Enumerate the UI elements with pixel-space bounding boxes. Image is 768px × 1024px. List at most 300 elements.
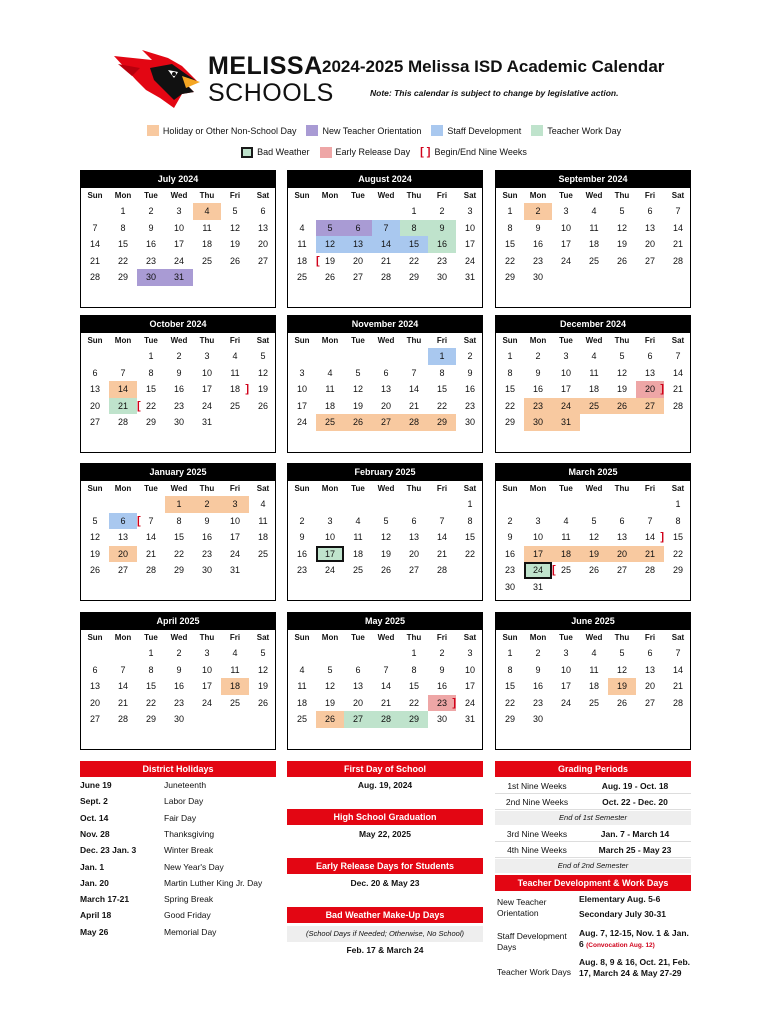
staff-dev-label: Staff Development Days [497, 931, 567, 952]
weekday-label: Thu [199, 336, 215, 345]
legend-row-2 [0, 146, 768, 158]
month-title: November 2024 [288, 316, 482, 333]
empty-day [288, 348, 316, 365]
weekday-label: Mon [529, 484, 547, 493]
weekday-label: Mon [114, 484, 132, 493]
calendar-day: 4 [193, 203, 221, 220]
calendar-day: 4 [299, 222, 305, 233]
holiday-date: Oct. 14 [80, 812, 109, 823]
days-grid [288, 203, 482, 286]
empty-day [316, 348, 344, 365]
calendar-day: 21 [436, 548, 447, 559]
calendar-day: 28 [644, 565, 655, 575]
calendar-day: 18 [221, 678, 249, 695]
calendar-day: 11 [589, 664, 599, 675]
calendar-day: 4 [355, 515, 361, 526]
calendar-day: [ 19 [316, 253, 344, 270]
calendar-day: 14 [117, 681, 128, 691]
calendar-day: 8 [148, 367, 154, 378]
calendar-day: 5 [619, 351, 625, 361]
calendar-day: 21 [672, 239, 683, 249]
weekday-label: Sat [671, 484, 685, 493]
period-value: March 25 - May 23 [598, 845, 672, 855]
weekday-label: Tue [559, 484, 573, 493]
empty-day [81, 348, 109, 365]
calendar-day: 7 [120, 664, 126, 675]
legend-staff [431, 125, 521, 136]
weekday-label: Sat [463, 191, 477, 200]
weekday-label: Wed [585, 633, 603, 642]
empty-day [109, 348, 137, 365]
period-value: Jan. 7 - March 14 [600, 829, 670, 839]
calendar-day: 28 [145, 565, 156, 575]
calendar-day: 19 [324, 697, 335, 708]
calendar-day: 7 [675, 351, 681, 361]
calendar-day: 19 [89, 548, 100, 559]
calendar-day: 19 [580, 546, 608, 563]
weekday-label: Wed [377, 633, 395, 642]
calendar-day: 1 [165, 496, 193, 513]
calendar-day: 20 [352, 697, 363, 708]
convocation-note: (Convocation Aug. 12) [586, 942, 655, 949]
calendar-day: 13 [644, 664, 655, 675]
calendar-day: 14 [145, 532, 156, 542]
calendar-day: 26 [380, 565, 391, 575]
holiday-name: Spring Break [164, 894, 214, 905]
period-label: 3rd Nine Weeks [506, 829, 568, 839]
calendar-day: 26 [257, 400, 268, 411]
calendar-day: 2 [439, 206, 445, 216]
calendar-day: 11 [230, 367, 240, 378]
weekday-label: Thu [199, 484, 215, 493]
calendar-day: 27 [636, 398, 664, 415]
calendar-day: 7 [92, 222, 98, 233]
calendar-day: 10 [324, 532, 335, 542]
calendar-day: 13 [644, 367, 655, 378]
empty-day [372, 348, 400, 365]
calendar-day: 7 [675, 648, 681, 658]
weekday-label: Wed [585, 336, 603, 345]
calendar-day: 11 [561, 532, 571, 542]
calendar-day: 3 [299, 367, 305, 378]
weekday-label: Wed [170, 633, 188, 642]
calendar-day: 19 [616, 384, 627, 394]
calendar-day: 17 [560, 239, 571, 249]
calendar-day: 2 [524, 203, 552, 220]
weekday-label: Thu [614, 336, 630, 345]
days-grid [288, 496, 482, 579]
calendar-day: 31 [165, 269, 193, 286]
weekday-label: Wed [170, 191, 188, 200]
weekday-label: Thu [614, 484, 630, 493]
calendar-day: 3 [467, 648, 473, 658]
holiday-name: Fair Day [164, 812, 197, 823]
calendar-day: 28 [117, 417, 128, 427]
calendar-day: 20 [352, 255, 363, 266]
calendar-day: 20 [89, 697, 100, 708]
calendar-day: 7 [411, 367, 417, 378]
calendar-day: 14 [672, 367, 683, 378]
calendar-day: 25 [588, 255, 599, 266]
holiday-name: Thanksgiving [164, 828, 215, 839]
calendar-day: 26 [89, 565, 100, 575]
calendar-day: 31 [464, 714, 475, 724]
calendar-day: 31 [552, 414, 580, 431]
calendar-day: 8 [176, 515, 182, 526]
weekday-label: Thu [406, 191, 422, 200]
legend-orientation [306, 125, 421, 136]
early-swatch [320, 147, 332, 158]
month-title: February 2025 [288, 464, 482, 481]
calendar-day: 6 [647, 351, 653, 361]
period-label: 2nd Nine Weeks [505, 797, 569, 807]
calendar-day: 28 [117, 714, 128, 724]
calendar-day: 30 [532, 714, 543, 724]
calendar-day: 23 [436, 255, 447, 266]
month-calendar [80, 170, 276, 308]
weekday-label: Sat [256, 336, 270, 345]
calendar-day: 18 [588, 384, 599, 394]
holiday-name: Martin Luther King Jr. Day [164, 877, 263, 888]
weekday-label: Fri [229, 191, 241, 200]
days-grid [288, 645, 482, 728]
month-calendar [80, 463, 276, 601]
legend-label: New Teacher Orientation [322, 125, 422, 136]
calendar-day: 13 [380, 384, 391, 394]
calendar-day: 11 [230, 664, 240, 675]
period-value: Oct. 22 - Dec. 20 [602, 797, 668, 807]
calendar-day: 22 [464, 548, 475, 559]
calendar-day: 18 [296, 697, 307, 708]
calendar-day: 10 [201, 664, 212, 675]
calendar-day: 9 [176, 664, 182, 675]
calendar-day: 5 [355, 367, 361, 378]
calendar-day: 23 [532, 697, 543, 708]
calendar-day: 12 [616, 367, 627, 378]
orientation-label: New Teacher Orientation [497, 897, 547, 918]
calendar-day: 2 [176, 648, 182, 658]
calendar-day: 1 [120, 206, 126, 216]
calendar-day: 22 [504, 255, 515, 266]
bracket-icon: [ ] [420, 146, 431, 158]
weekday-label: Wed [585, 484, 603, 493]
calendar-day: 8 [148, 664, 154, 675]
calendar-day: 4 [591, 648, 597, 658]
calendar-day: 26 [316, 711, 344, 728]
grading-row-3 [495, 826, 691, 842]
month-calendar [495, 612, 691, 750]
calendar-day: 4 [232, 351, 238, 361]
calendar-day: 18 ] [221, 381, 249, 398]
weekday-header [496, 481, 690, 496]
calendar-day: 4 [260, 499, 266, 509]
calendar-day: 15 [408, 681, 419, 691]
calendar-day: 9 [535, 664, 541, 675]
calendar-day: 19 [257, 681, 268, 691]
calendar-day: 10 [464, 222, 475, 233]
calendar-day: 5 [591, 515, 597, 526]
calendar-day: 5 [327, 664, 333, 675]
weekday-label: Fri [229, 633, 241, 642]
legend-holiday [147, 125, 297, 136]
weekday-label: Sun [87, 191, 103, 200]
weekday-label: Tue [144, 484, 158, 493]
calendar-day: 21 [145, 548, 156, 559]
brand-line1: MELISSA [208, 52, 323, 80]
calendar-day: 14 ] [636, 529, 664, 546]
calendar-day: 26 [588, 565, 599, 575]
weekday-header [288, 333, 482, 348]
first-day-value: Aug. 19, 2024 [357, 780, 413, 790]
legend-bracket [420, 146, 527, 158]
calendar-day: 22 [672, 548, 683, 559]
work-days-label: Teacher Work Days [497, 967, 572, 977]
calendar-day: 21 [89, 255, 100, 266]
calendar-day: 27 [408, 565, 419, 575]
holiday-date: June 19 [80, 780, 112, 790]
calendar-day: 19 [380, 548, 391, 559]
calendar-day: 29 [504, 714, 515, 724]
empty-day [344, 496, 372, 513]
calendar-day: 31 [532, 581, 543, 592]
calendar-day: 1 [148, 351, 154, 361]
days-grid [81, 645, 275, 728]
bad-weather-swatch [241, 147, 253, 158]
empty-day [81, 496, 109, 513]
calendar-day: 24 [229, 548, 240, 559]
calendar-day: 1 [507, 206, 513, 216]
weekday-label: Wed [377, 191, 395, 200]
empty-day [636, 496, 664, 513]
orientation-elementary: Elementary Aug. 5-6 [579, 894, 661, 904]
calendar-day: 9 [467, 367, 473, 378]
calendar-day: 30 [436, 272, 447, 282]
calendar-day: 19 [352, 400, 363, 411]
calendar-day: 2 [507, 515, 513, 526]
days-grid [288, 348, 482, 431]
orientation-secondary: Secondary July 30-31 [579, 909, 666, 919]
calendar-day: 3 [467, 206, 473, 216]
staff-dev-value: Aug. 7, 12-15, Nov. 1 & Jan. 6 [579, 928, 689, 949]
weekday-label: Tue [351, 336, 365, 345]
weekday-label: Mon [321, 633, 339, 642]
calendar-day: 29 [173, 565, 184, 575]
calendar-day: 6 [619, 515, 625, 526]
legend-early [320, 147, 411, 158]
calendar-day: 29 [145, 714, 156, 724]
calendar-day: 3 [204, 648, 210, 658]
calendar-day: 17 [173, 239, 184, 249]
district-holidays-header: District Holidays [80, 761, 276, 777]
bad-weather-header: Bad Weather Make-Up Days [287, 907, 483, 923]
calendar-day: 13 [257, 222, 268, 233]
calendar-day: 23 [201, 548, 212, 559]
calendar-day: [ 22 [137, 398, 165, 415]
calendar-day: 7 [383, 664, 389, 675]
holiday-row [80, 907, 276, 923]
calendar-day: 17 [524, 546, 552, 563]
weekday-label: Sat [463, 633, 477, 642]
weekday-label: Sun [502, 633, 518, 642]
holiday-row [80, 891, 276, 907]
calendar-day: 15 [145, 384, 156, 394]
calendar-day: 26 [229, 255, 240, 266]
grading-row-1 [495, 778, 691, 794]
end-semester-2: End of 2nd Semester [495, 859, 691, 873]
calendar-day: 9 [428, 220, 456, 237]
weekday-label: Fri [644, 633, 656, 642]
legend-label: Begin/End Nine Weeks [434, 147, 527, 157]
calendar-day: 12 [616, 664, 627, 675]
calendar-day: 3 [176, 206, 182, 216]
month-title: October 2024 [81, 316, 275, 333]
holiday-swatch [147, 125, 159, 136]
weekday-label: Sun [294, 484, 310, 493]
calendar-day: 8 [400, 220, 428, 237]
calendar-day: 13 [616, 532, 627, 542]
calendar-day: 31 [229, 565, 240, 575]
empty-day [344, 348, 372, 365]
calendar-day: 5 [260, 648, 266, 658]
calendar-day: 14 [672, 222, 683, 233]
calendar-day: 3 [563, 351, 569, 361]
calendar-day: 18 [296, 255, 307, 266]
calendar-day: 12 [324, 681, 335, 691]
calendar-day: 3 [221, 496, 249, 513]
calendar-day: 24 [201, 697, 212, 708]
calendar-day: 12 [89, 532, 100, 542]
calendar-day: 25 [257, 548, 268, 559]
calendar-day: 5 [383, 515, 389, 526]
month-title: July 2024 [81, 171, 275, 188]
calendar-day: 23 [296, 565, 307, 575]
calendar-day: 6 [92, 367, 98, 378]
calendar-day: 7 [647, 515, 653, 526]
weekday-label: Thu [406, 484, 422, 493]
calendar-day: 15 [464, 532, 475, 542]
calendar-day: 31 [201, 417, 212, 427]
legend-bad-weather [241, 147, 309, 158]
calendar-day: 28 [400, 414, 428, 431]
calendar-day: 18 [588, 239, 599, 249]
calendar-day: 20 [257, 239, 268, 249]
teacher-work-row [495, 957, 691, 991]
empty-day [316, 203, 344, 220]
weekday-label: Mon [114, 633, 132, 642]
calendar-day: 22 [173, 548, 184, 559]
weekday-label: Sun [87, 336, 103, 345]
calendar-day: 3 [563, 206, 569, 216]
calendar-day: 9 [176, 367, 182, 378]
calendar-day: 19 [608, 678, 636, 695]
weekday-label: Sun [294, 336, 310, 345]
calendar-day: 29 [408, 272, 419, 282]
calendar-day: 22 [408, 255, 419, 266]
holiday-date: Sept. 2 [80, 796, 108, 807]
calendar-day: 6 [647, 206, 653, 216]
calendar-day: 28 [672, 400, 683, 411]
calendar-day: 11 [325, 384, 335, 394]
staff-development-row [495, 928, 691, 956]
calendar-day: 12 [616, 222, 627, 233]
calendar-day: 10 [560, 367, 571, 378]
early-release-header: Early Release Days for Students [287, 858, 483, 874]
calendar-day: 19 [257, 384, 268, 394]
weekday-label: Tue [144, 336, 158, 345]
calendar-day: 31 [464, 272, 475, 282]
calendar-day: 16 [436, 681, 447, 691]
calendar-day: 5 [260, 351, 266, 361]
weekday-label: Mon [114, 336, 132, 345]
calendar-day: 27 [89, 714, 100, 724]
weekday-label: Wed [377, 336, 395, 345]
calendar-day: 3 [327, 515, 333, 526]
weekday-header [288, 188, 482, 203]
calendar-day: 18 [201, 239, 212, 249]
calendar-day: 26 [257, 697, 268, 708]
calendar-day: 8 [411, 664, 417, 675]
holiday-date: Jan. 20 [80, 877, 109, 888]
holiday-row [80, 810, 276, 826]
calendar-day: 8 [120, 222, 126, 233]
work-days-value: Aug. 8, 9 & 16, Oct. 21, Feb. 17, March 24 & May 27-29 [579, 957, 691, 978]
calendar-day: 16 [173, 384, 184, 394]
calendar-day: 4 [299, 664, 305, 675]
calendar-day: 15 [436, 384, 447, 394]
calendar-day: 2 [535, 351, 541, 361]
calendar-day: 27 [117, 565, 128, 575]
calendar-day: 23 ] [428, 695, 456, 712]
calendar-day: 18 [324, 400, 335, 411]
empty-day [608, 496, 636, 513]
calendar-day: 27 [644, 697, 655, 708]
calendar-day: 3 [563, 648, 569, 658]
calendar-day: 30 [137, 269, 165, 286]
calendar-day: 3 [535, 515, 541, 526]
calendar-day: 13 [408, 532, 419, 542]
calendar-day: 25 [296, 714, 307, 724]
calendar-day: 6 [344, 220, 372, 237]
calendar-day: 28 [672, 697, 683, 708]
calendar-day: 21 [117, 697, 128, 708]
calendar-day: 3 [204, 351, 210, 361]
holiday-name: Good Friday [164, 910, 211, 921]
calendar-day: 28 [436, 565, 447, 575]
calendar-day: 2 [535, 648, 541, 658]
weekday-label: Mon [529, 336, 547, 345]
calendar-day: 10 [560, 664, 571, 675]
calendar-day: 18 [552, 546, 580, 563]
empty-day [496, 496, 524, 513]
weekday-label: Tue [351, 191, 365, 200]
month-title: January 2025 [81, 464, 275, 481]
calendar-day: 27 [616, 565, 627, 575]
month-calendar [287, 315, 483, 453]
weekday-label: Thu [614, 191, 630, 200]
weekday-label: Tue [559, 191, 573, 200]
calendar-day: 1 [467, 499, 473, 509]
calendar-day: 1 [507, 648, 513, 658]
empty-day [109, 645, 137, 662]
calendar-day: 20 [608, 546, 636, 563]
holiday-row [80, 842, 276, 858]
calendar-day: 23 [464, 400, 475, 411]
weekday-label: Sun [502, 191, 518, 200]
calendar-day: 20 [109, 546, 137, 563]
weekday-header [496, 188, 690, 203]
calendar-day: 30 [201, 565, 212, 575]
calendar-day: 15 [400, 236, 428, 253]
